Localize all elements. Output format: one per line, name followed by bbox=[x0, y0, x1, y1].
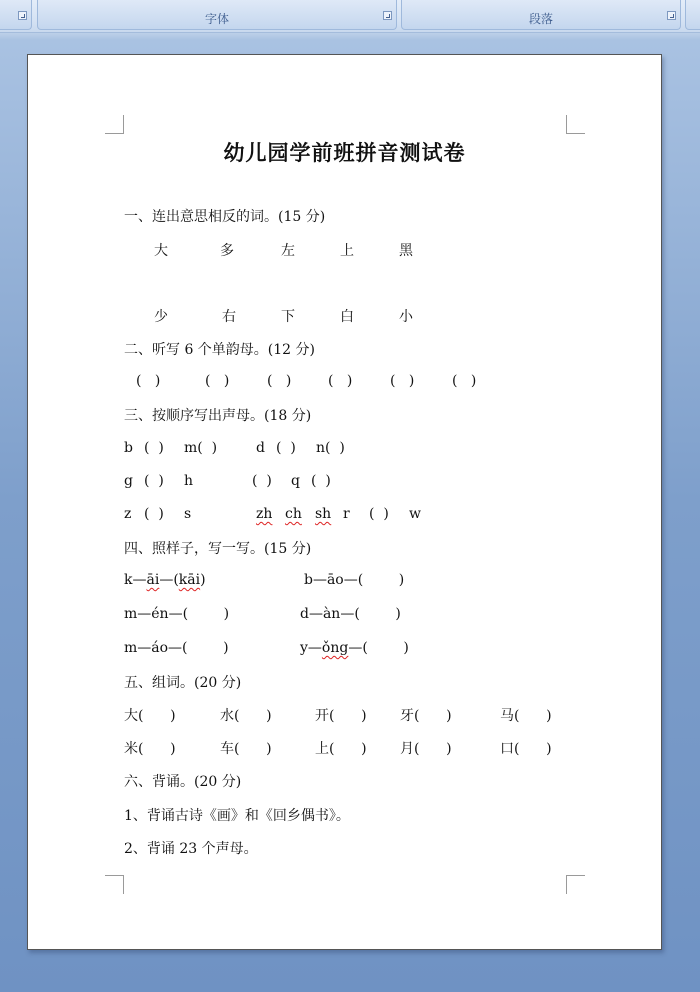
section2-heading: 二、听写 6 个单韵母。(12 分) bbox=[124, 342, 315, 358]
section5-heading: 五、组词。(20 分) bbox=[124, 675, 242, 691]
answer-blank: ( ) bbox=[136, 373, 161, 389]
initial-letter: w bbox=[409, 506, 421, 522]
ribbon-group-clipboard bbox=[0, 0, 32, 30]
margin-corner-top-right bbox=[566, 115, 585, 134]
answer-blank: ( ) bbox=[452, 373, 477, 389]
initial-letter: n( ) bbox=[316, 440, 345, 456]
answer-blank: ( ) bbox=[267, 373, 292, 389]
font-group-label: 字体 bbox=[204, 12, 229, 26]
margin-corner-bottom-left bbox=[105, 875, 124, 894]
ribbon-group-styles bbox=[685, 0, 700, 30]
margin-corner-top-left bbox=[105, 115, 124, 134]
initial-letter: g bbox=[124, 473, 133, 489]
example-row-3b bbox=[300, 640, 409, 656]
word-bottom: 右 bbox=[222, 309, 236, 325]
section3-heading: 三、按顺序写出声母。(18 分) bbox=[124, 408, 312, 424]
word-blank: 水( ) bbox=[220, 708, 272, 724]
document-page[interactable] bbox=[27, 54, 662, 950]
section6-heading: 六、背诵。(20 分) bbox=[124, 774, 242, 790]
word-bottom: 少 bbox=[154, 309, 168, 325]
example-part: —( ) bbox=[348, 640, 409, 656]
answer-blank: ( ) bbox=[369, 506, 389, 522]
example-part: ) bbox=[200, 572, 206, 588]
example-part: k— bbox=[124, 572, 147, 588]
margin-corner-bottom-right bbox=[566, 875, 585, 894]
ribbon-group-bar bbox=[0, 0, 700, 33]
word-blank: 开( ) bbox=[315, 708, 367, 724]
answer-blank: ( ) bbox=[390, 373, 415, 389]
initial-letter: r bbox=[343, 506, 350, 522]
answer-blank: ( ) bbox=[144, 440, 164, 456]
initial-letter: m( ) bbox=[184, 440, 218, 456]
word-bottom: 小 bbox=[399, 309, 413, 325]
example-row-2b: d—àn—( ) bbox=[300, 606, 401, 622]
example-row-2a: m—én—( ) bbox=[124, 606, 230, 622]
section4-heading: 四、照样子，写一写。(15 分) bbox=[124, 541, 312, 557]
ribbon-group-font bbox=[37, 0, 397, 30]
word-top: 大 bbox=[154, 243, 168, 259]
recite-item-2: 2、背诵 23 个声母。 bbox=[124, 841, 258, 857]
paragraph-group-label: 段落 bbox=[528, 12, 553, 26]
recite-item-1: 1、背诵古诗《画》和《回乡偶书》。 bbox=[124, 808, 350, 824]
example-row-1 bbox=[124, 572, 206, 588]
dialog-launcher-icon[interactable] bbox=[18, 11, 27, 20]
word-blank: 车( ) bbox=[220, 741, 272, 757]
word-blank: 大( ) bbox=[124, 708, 176, 724]
answer-blank: ( ) bbox=[276, 440, 296, 456]
example-part: —( bbox=[159, 572, 179, 588]
word-blank: 上( ) bbox=[315, 741, 367, 757]
example-part: āi bbox=[146, 572, 160, 588]
paragraph-dialog-launcher-icon[interactable] bbox=[667, 11, 676, 20]
answer-blank: ( ) bbox=[205, 373, 230, 389]
word-blank: 马( ) bbox=[500, 708, 552, 724]
answer-blank: ( ) bbox=[144, 473, 164, 489]
word-blank: 牙( ) bbox=[400, 708, 452, 724]
word-top: 左 bbox=[281, 243, 295, 259]
initial-letter: q bbox=[291, 473, 300, 489]
word-blank: 口( ) bbox=[500, 741, 552, 757]
word-blank: 米( ) bbox=[124, 741, 176, 757]
initial-letter: ch bbox=[285, 506, 302, 522]
word-top: 黑 bbox=[399, 243, 413, 259]
document-title: 幼儿园学前班拼音测试卷 bbox=[223, 140, 466, 165]
word-top: 上 bbox=[340, 243, 354, 259]
example-part: ǒng bbox=[321, 640, 349, 656]
example-row-3a: m—áo—( ) bbox=[124, 640, 229, 656]
answer-blank: ( ) bbox=[252, 473, 272, 489]
word-bottom: 下 bbox=[281, 309, 295, 325]
example-part: kāi bbox=[178, 572, 201, 588]
word-top: 多 bbox=[220, 243, 234, 259]
font-dialog-launcher-icon[interactable] bbox=[383, 11, 392, 20]
example-row-1b: b—āo—( ) bbox=[304, 572, 405, 588]
answer-blank: ( ) bbox=[311, 473, 331, 489]
answer-blank: ( ) bbox=[144, 506, 164, 522]
word-blank: 月( ) bbox=[400, 741, 452, 757]
initial-letter: sh bbox=[315, 506, 332, 522]
example-part: y— bbox=[300, 640, 322, 656]
initial-letter: h bbox=[184, 473, 194, 489]
word-bottom: 白 bbox=[340, 309, 354, 325]
section1-heading: 一、连出意思相反的词。(15 分) bbox=[124, 209, 326, 225]
answer-blank: ( ) bbox=[328, 373, 353, 389]
ribbon-group-paragraph bbox=[401, 0, 681, 30]
initial-letter: s bbox=[184, 506, 192, 522]
initial-letter: zh bbox=[256, 506, 273, 522]
initial-letter: z bbox=[124, 506, 132, 522]
initial-letter: d bbox=[256, 440, 265, 456]
initial-letter: b bbox=[124, 440, 133, 456]
